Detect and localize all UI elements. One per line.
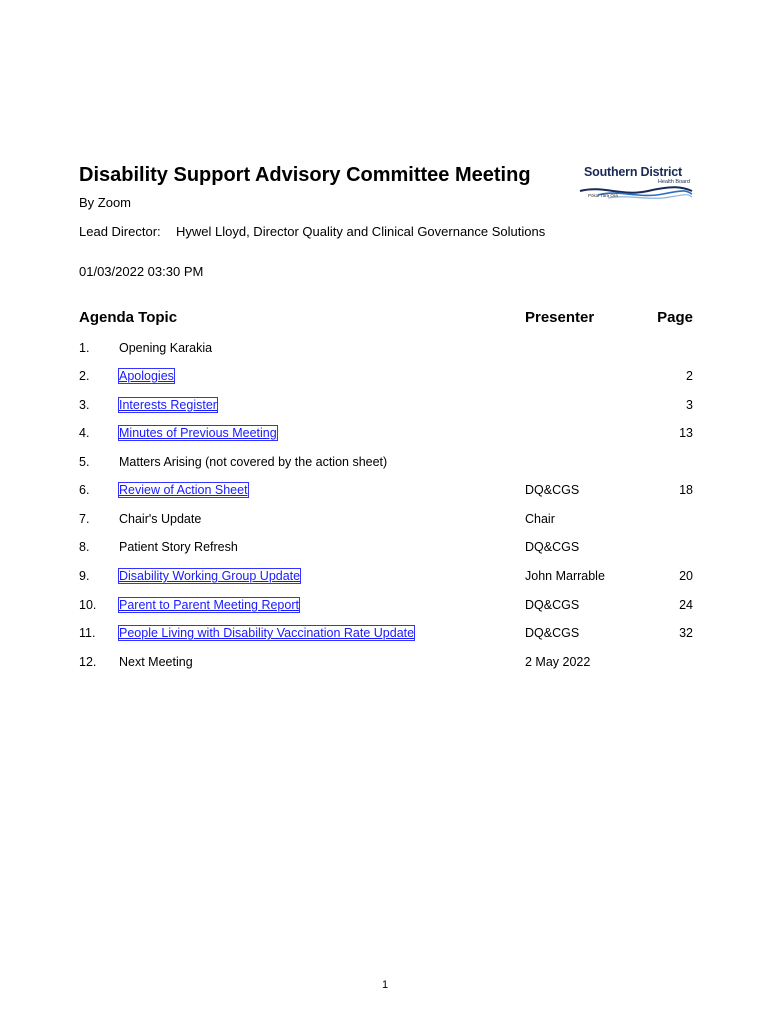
agenda-presenter: Chair xyxy=(525,512,555,526)
agenda-number: 11. xyxy=(79,626,96,640)
agenda-presenter: DQ&CGS xyxy=(525,483,580,497)
agenda-page: 24 xyxy=(679,598,693,612)
agenda-topic-link[interactable]: Minutes of Previous Meeting xyxy=(119,426,277,440)
agenda-number: 7. xyxy=(79,512,90,526)
lead-director-label: Lead Director: xyxy=(79,224,161,239)
agenda-presenter: John Marrable xyxy=(525,569,605,583)
agenda-number: 8. xyxy=(79,540,90,554)
agenda-presenter: DQ&CGS xyxy=(525,598,580,612)
agenda-topic-link[interactable]: Parent to Parent Meeting Report xyxy=(119,598,299,612)
agenda-presenter: 2 May 2022 xyxy=(525,655,591,669)
agenda-number: 4. xyxy=(79,426,90,440)
agenda-page: 18 xyxy=(679,483,693,497)
agenda-page: 20 xyxy=(679,569,693,583)
header-page: Page xyxy=(657,309,693,326)
agenda-number: 12. xyxy=(79,655,97,669)
agenda-row xyxy=(0,512,770,530)
agenda-number: 1. xyxy=(79,341,90,355)
page-number: 1 xyxy=(381,979,389,991)
agenda-topic-link[interactable]: Apologies xyxy=(119,369,174,383)
lead-director-value: Hywel Lloyd, Director Quality and Clinical Governance Solutions xyxy=(176,224,546,239)
meeting-datetime: 01/03/2022 03:30 PM xyxy=(79,264,204,279)
agenda-row xyxy=(0,483,770,501)
agenda-page: 32 xyxy=(679,626,693,640)
agenda-topic-link[interactable]: Interests Register xyxy=(119,398,217,412)
agenda-topic-link[interactable]: Review of Action Sheet xyxy=(119,483,248,497)
agenda-number: 3. xyxy=(79,398,90,412)
agenda-topic-link[interactable]: Disability Working Group Update xyxy=(119,569,301,583)
logo-subtitle: Health Board xyxy=(657,179,690,185)
agenda-number: 6. xyxy=(79,483,90,497)
agenda-number: 2. xyxy=(79,369,90,383)
agenda-topic-link[interactable]: People Living with Disability Vaccination Rate Update xyxy=(119,626,415,640)
agenda-page: 2 xyxy=(686,369,693,383)
agenda-row xyxy=(0,341,770,359)
agenda-row xyxy=(0,426,770,444)
agenda-topic: Next Meeting xyxy=(119,655,193,669)
agenda-row xyxy=(0,569,770,587)
header-agenda-topic: Agenda Topic xyxy=(79,309,178,326)
agenda-number: 5. xyxy=(79,455,90,469)
agenda-number: 10. xyxy=(79,598,97,612)
agenda-row xyxy=(0,626,770,644)
logo-tagline: Pōkai Tara Ora xyxy=(588,193,618,198)
lead-director-line xyxy=(79,224,545,239)
agenda-topic: Opening Karakia xyxy=(119,341,213,355)
agenda-row xyxy=(0,598,770,616)
meeting-location: By Zoom xyxy=(79,195,132,210)
document-title: Disability Support Advisory Committee Meeting xyxy=(79,164,531,186)
agenda-row xyxy=(0,369,770,387)
southern-district-logo xyxy=(578,165,696,205)
agenda-page: 13 xyxy=(679,426,693,440)
agenda-topic: Chair's Update xyxy=(119,512,202,526)
agenda-number: 9. xyxy=(79,569,90,583)
agenda-page: 3 xyxy=(686,398,693,412)
logo-name: Southern District xyxy=(584,165,682,179)
agenda-presenter: DQ&CGS xyxy=(525,626,580,640)
agenda-row xyxy=(0,540,770,558)
agenda-topic: Patient Story Refresh xyxy=(119,540,238,554)
agenda-topic: Matters Arising (not covered by the action sheet) xyxy=(119,455,388,469)
agenda-presenter: DQ&CGS xyxy=(525,540,580,554)
agenda-row xyxy=(0,455,770,473)
header-presenter: Presenter xyxy=(525,309,595,326)
agenda-row xyxy=(0,398,770,416)
agenda-row xyxy=(0,655,770,673)
